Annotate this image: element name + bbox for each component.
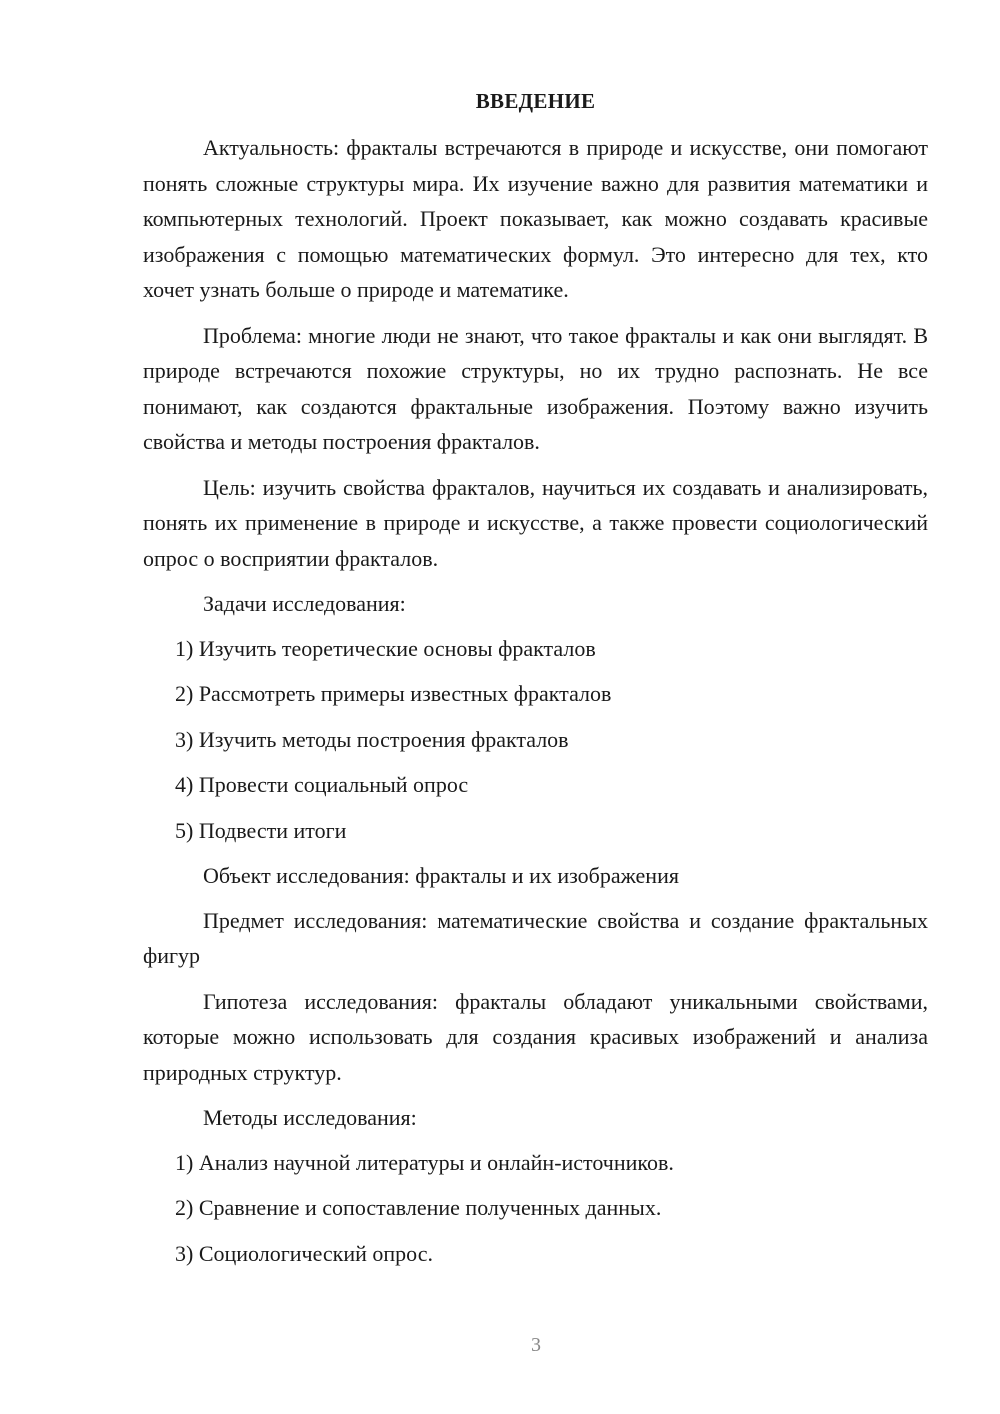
tasks-heading: Задачи исследования: — [203, 591, 406, 616]
list-item: 5) Подвести итоги — [175, 817, 347, 843]
list-item: 1) Изучить теоретические основы фракталов — [175, 635, 596, 661]
list-item: 2) Рассмотреть примеры известных фракталов — [175, 681, 612, 706]
problem-paragraph: Проблема: многие люди не знают, что такое фракталы и как они выглядят. В природе встречаются похожие структуры, но их трудно распознать. Не все понимают, как создаются фрактальные изображения. Поэтому важно изучить свойства и методы построения фракталов. — [143, 322, 928, 454]
list-item: 2) Сравнение и сопоставление полученных данных. — [175, 1195, 662, 1220]
object-paragraph: Объект исследования: фракталы и их изображения — [203, 863, 679, 888]
methods-heading: Методы исследования: — [203, 1105, 417, 1130]
goal-paragraph: Цель: изучить свойства фракталов, научиться их создавать и анализировать, понять их применение в природе и искусстве, а также провести социологический опрос о восприятии фракталов. — [143, 474, 928, 571]
relevance-paragraph: Актуальность: фракталы встречаются в природе и искусстве, они помогают понять сложные структуры мира. Их изучение важно для развития математики и компьютерных технологий. Проект показывает, как можно создавать красивые изображения с помощью математических формул. Это интересно для тех, кто хочет узнать больше о природе и математике. — [143, 135, 928, 302]
list-item: 3) Изучить методы построения фракталов — [175, 726, 569, 752]
document-page — [143, 88, 928, 1281]
hypothesis-paragraph: Гипотеза исследования: фракталы обладают уникальными свойствами, которые можно использовать для создания красивых изображений и анализа природных структур. — [143, 988, 928, 1085]
subject-paragraph: Предмет исследования: математические свойства и создание фрактальных фигур — [143, 907, 928, 968]
list-item: 4) Провести социальный опрос — [175, 772, 469, 797]
page-number: 3 — [531, 1334, 541, 1356]
page-title: ВВЕДЕНИЕ — [475, 89, 596, 113]
list-item: 3) Социологический опрос. — [175, 1240, 433, 1266]
tasks-list — [143, 631, 928, 849]
methods-list — [143, 1145, 928, 1272]
list-item: 1) Анализ научной литературы и онлайн-источников. — [175, 1149, 674, 1175]
